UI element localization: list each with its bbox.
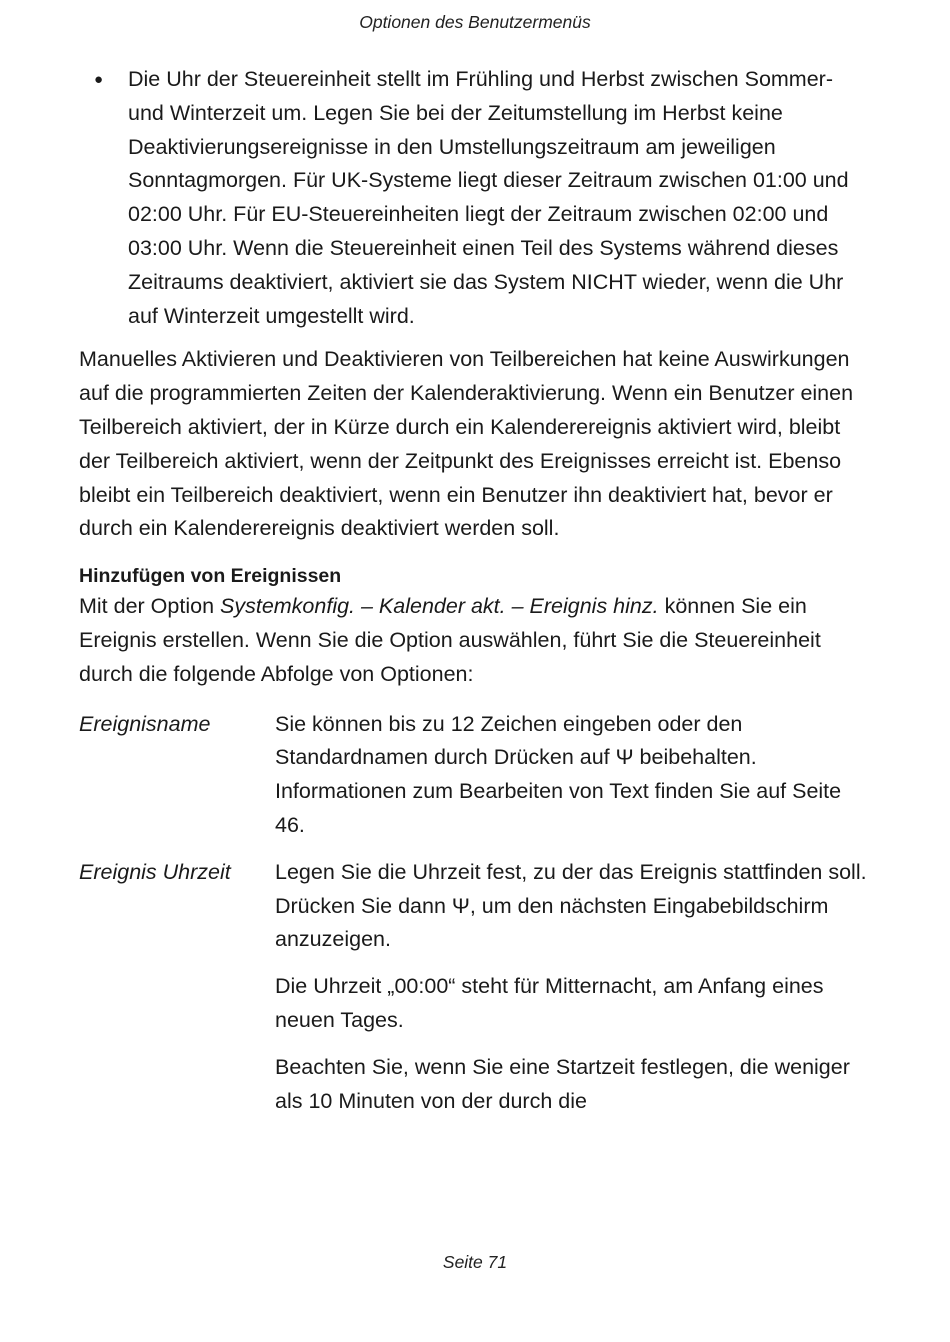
option-definition-list (79, 708, 869, 1119)
definition-term: Ereignis Uhrzeit (79, 859, 231, 884)
definition-row (79, 856, 869, 1119)
definition-description (275, 708, 869, 843)
page-number: Seite 71 (442, 1252, 508, 1272)
menu-path: Systemkonfig. – Kalender akt. – Ereignis hinz. (220, 594, 659, 619)
definition-paragraph: Sie können bis zu 12 Zeichen eingeben oder den Standardnamen durch Drücken auf Ψ beibehalten. Informationen zum Bearbeiten von Text finden Sie auf Seite 46. (275, 711, 842, 837)
body-paragraph: Manuelles Aktivieren und Deaktivieren von Teilbereichen hat keine Auswirkungen auf die programmierten Zeiten der Kalenderaktivierung. Wenn ein Benutzer einen Teilbereich aktiviert, der in Kürze durch ein Kalenderereignis aktiviert wird, bleibt der Teilbereich aktiviert, wenn der Zeitpunkt des Ereignisses erreicht ist. Ebenso bleibt ein Teilbereich deaktiviert, wenn ein Benutzer ihn deaktiviert hat, bevor er durch ein Kalenderereignis deaktiviert werden soll. (79, 347, 854, 541)
section-heading: Hinzufügen von Ereignissen (79, 565, 342, 588)
section-intro (79, 590, 869, 691)
bullet-text: Die Uhr der Steuereinheit stellt im Frühling und Herbst zwischen Sommer- und Winterzeit um. Legen Sie bei der Zeitumstellung im Herbst keine Deaktivierungsereignisse in den Umstellungszeitraum am jeweiligen Sonntagmorgen. Für UK-Systeme liegt dieser Zeitraum zwischen 01:00 und 02:00 Uhr. Für EU-Steuereinheiten liegt der Zeitraum zwischen 02:00 und 03:00 Uhr. Wenn die Steuereinheit einen Teil des Systems während dieses Zeitraums deaktiviert, aktiviert sie das System NICHT wieder, wenn die Uhr auf Winterzeit umgestellt wird. (128, 67, 849, 328)
bullet-icon: ● (94, 71, 104, 88)
definition-description (275, 856, 869, 1119)
bullet-list-item (79, 63, 869, 333)
running-header: Optionen des Benutzermenüs (359, 12, 591, 32)
definition-paragraph: Die Uhrzeit „00:00“ steht für Mitternacht, am Anfang eines neuen Tages. (275, 974, 824, 1032)
intro-text-end: können Sie ein Ereignis erstellen. Wenn Sie die Option auswählen, führt Sie die Steuereinheit durch die folgende Abfolge von Optionen: (79, 594, 821, 686)
definition-paragraph: Legen Sie die Uhrzeit fest, zu der das Ereignis stattfinden soll. Drücken Sie dann Ψ, um den nächsten Eingabebildschirm anzuzeigen. (275, 859, 867, 952)
intro-text-start: Mit der Option (79, 594, 220, 619)
definition-paragraph: Beachten Sie, wenn Sie eine Startzeit festlegen, die weniger als 10 Minuten von der durch die (275, 1054, 850, 1113)
page-content (79, 63, 869, 1131)
definition-row (79, 708, 869, 843)
definition-term: Ereignisname (79, 711, 211, 736)
